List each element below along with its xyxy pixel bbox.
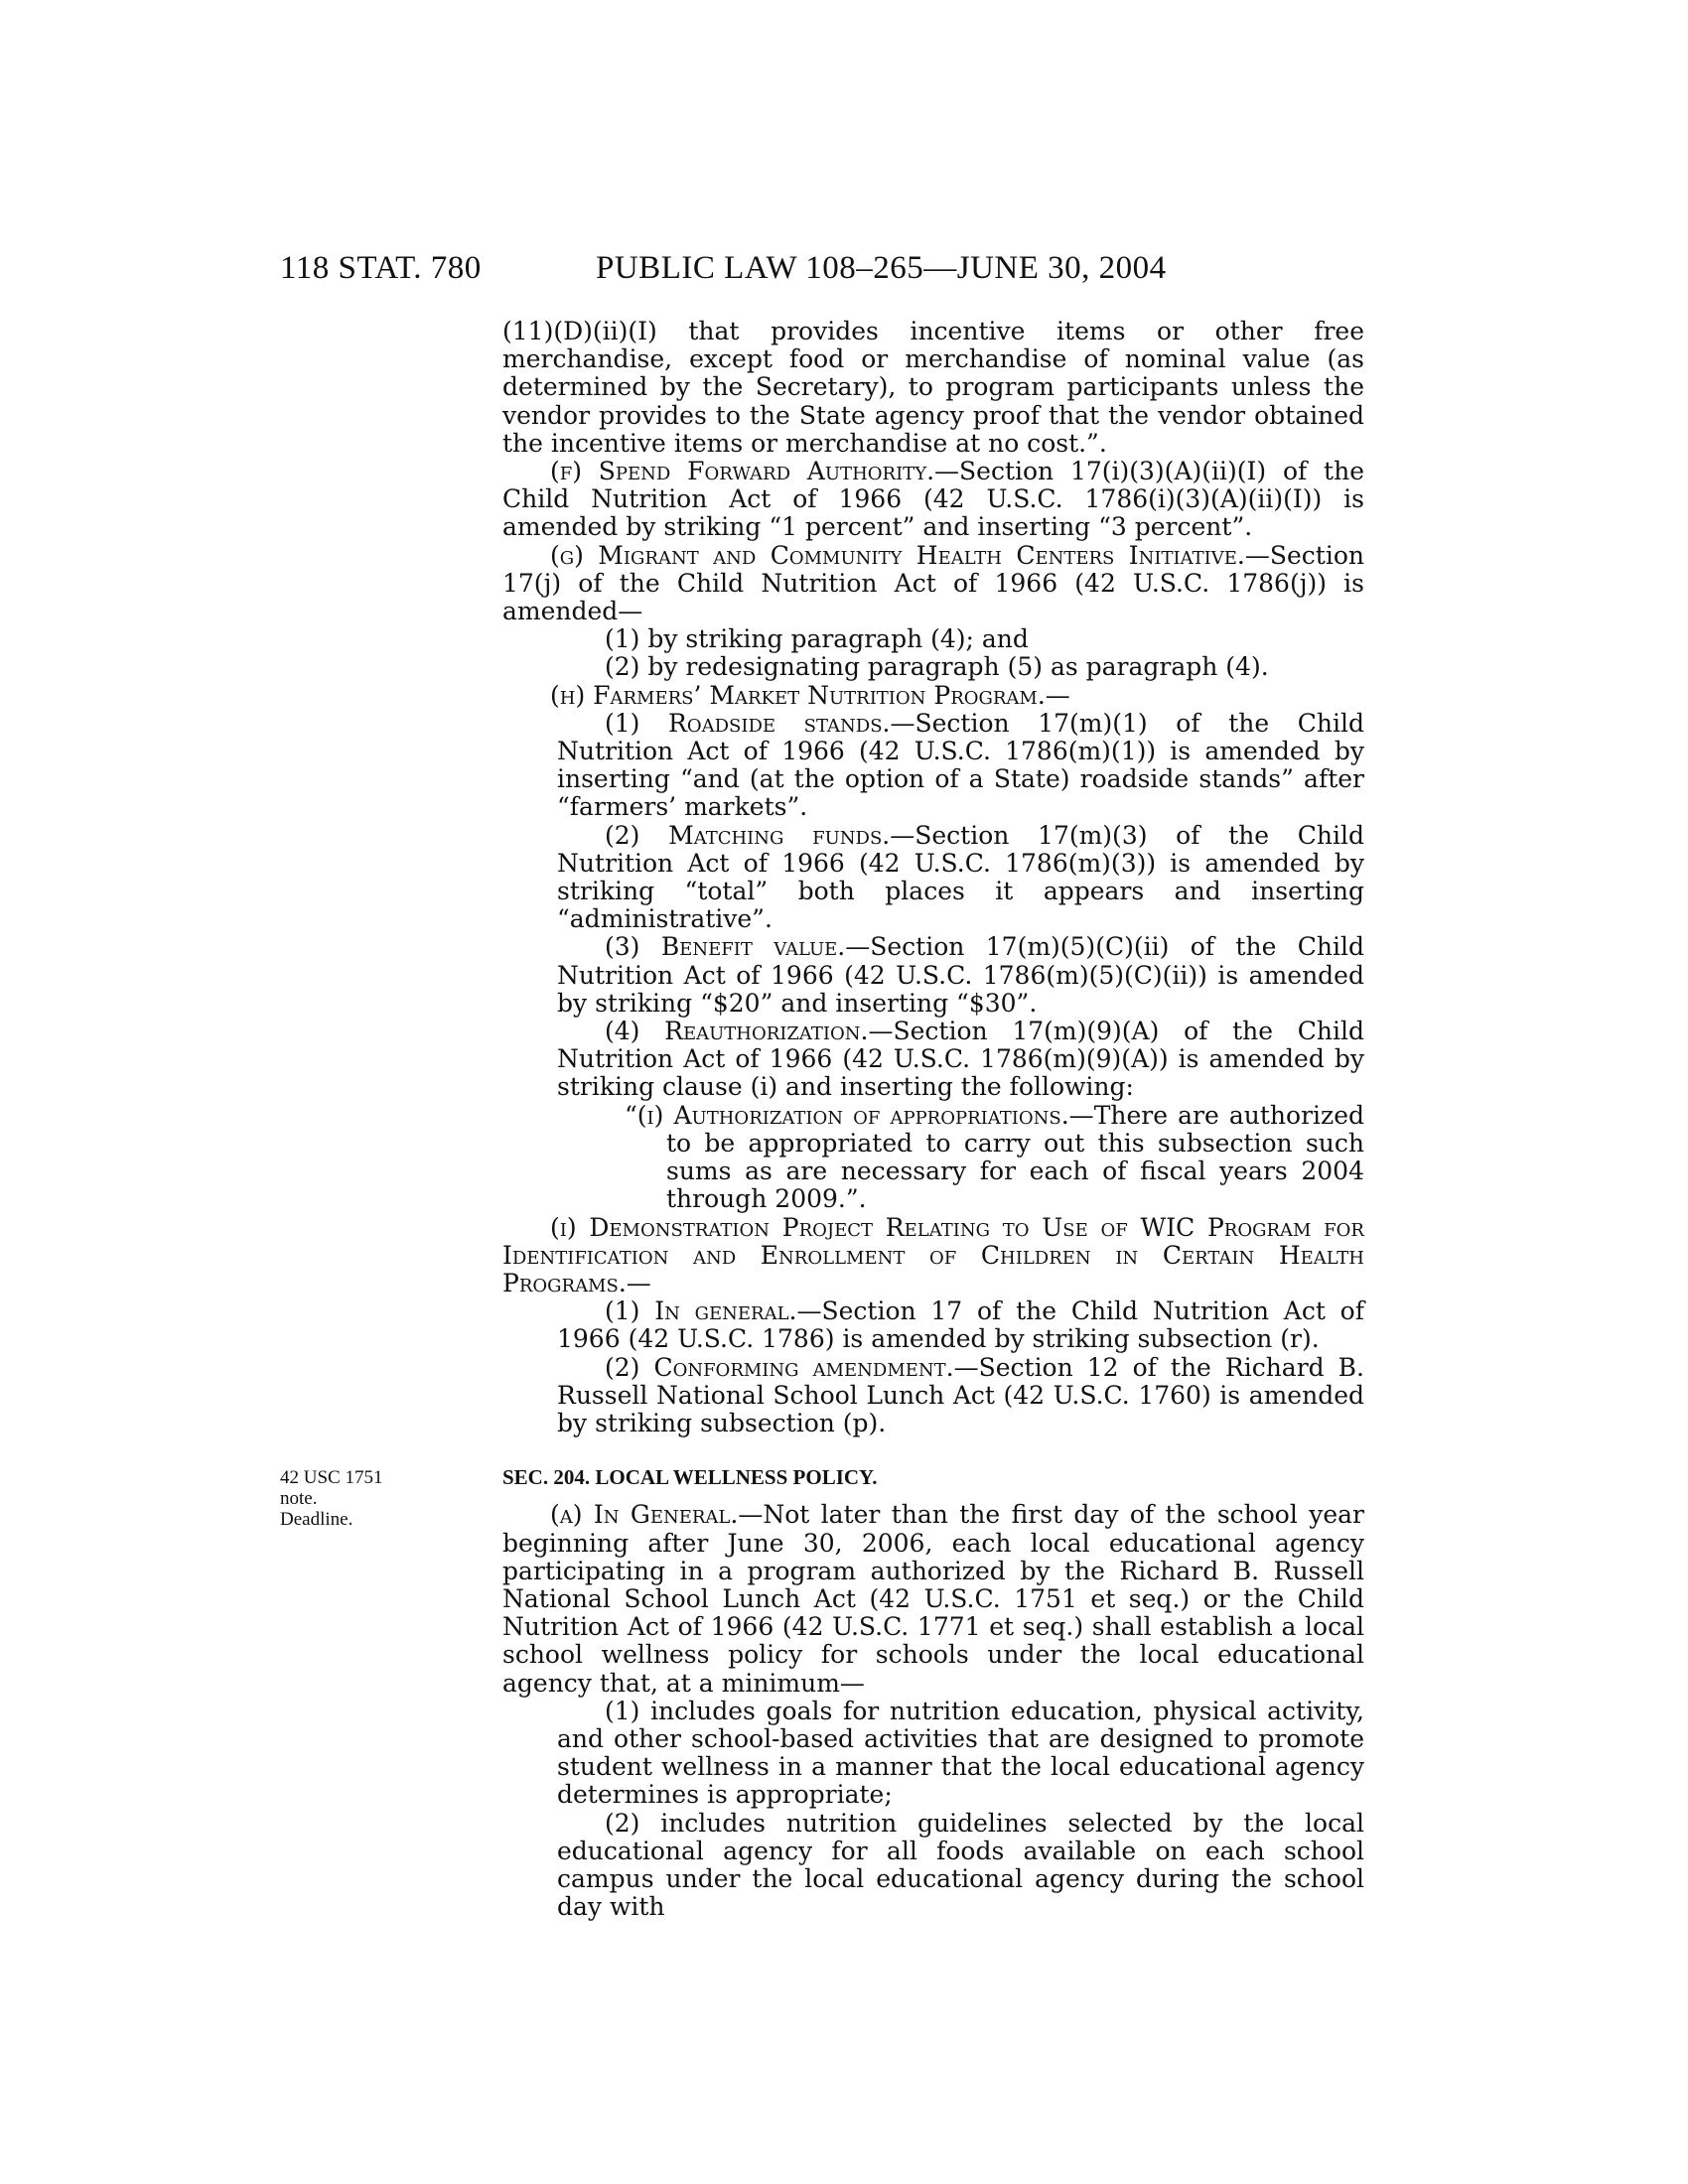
paragraph-i1 xyxy=(502,1297,1364,1353)
margin-note-line: 42 USC 1751 xyxy=(280,1467,383,1488)
margin-note-line: note. xyxy=(280,1488,318,1509)
heading-i2: (2) Conforming amendment.— xyxy=(605,1352,979,1382)
margin-note xyxy=(280,1467,419,1530)
body-h1: Section 17(m)(1) of the Child Nutrition Act of 1966 (42 U.S.C. 1786(m)(1)) is amended by inserting “and (at the option of a State) roadside stands” after “farmers’ markets”. xyxy=(557,708,1365,822)
section-heading: SEC. 204. LOCAL WELLNESS POLICY. xyxy=(502,1465,878,1490)
heading-h3: (3) Benefit value.— xyxy=(605,932,871,962)
body-h3: Section 17(m)(5)(C)(ii) of the Child Nutrition Act of 1966 (42 U.S.C. 1786(m)(5)(C)(ii)) is amended by striking “$20” and inserting “$30”. xyxy=(557,932,1364,1018)
heading-i: (i) Demonstration Project Relating to Use of WIC Program for Identification and Enrollment of Children in Certain Health Programs.— xyxy=(502,1212,1364,1297)
body-g: Section 17(j) of the Child Nutrition Act of 1966 (42 U.S.C. 1786(j)) is amended— xyxy=(502,540,1364,626)
body-i2: Section 12 of the Richard B. Russell National School Lunch Act (42 U.S.C. 1760) is amended by striking subsection (p). xyxy=(557,1352,1364,1437)
heading-a: (a) In General.— xyxy=(550,1500,764,1530)
body-text xyxy=(502,318,1364,1921)
heading-g: (g) Migrant and Community Health Centers Initiative.— xyxy=(550,540,1270,570)
paragraph-h4 xyxy=(502,1018,1364,1102)
body-h4: Section 17(m)(9)(A) of the Child Nutrition Act of 1966 (42 U.S.C. 1786(m)(9)(A)) is amended by striking clause (i) and inserting the following: xyxy=(557,1017,1364,1102)
heading-h4: (4) Reauthorization.— xyxy=(605,1017,894,1046)
heading-f: (f) Spend Forward Authority.— xyxy=(550,457,960,486)
body-f: Section 17(i)(3)(A)(ii)(I) of the Child Nutrition Act of 1966 (42 U.S.C. 1786(i)(3)(A)(ii)(I)) is amended by striking “1 percent” and inserting “3 percent”. xyxy=(502,457,1364,542)
paragraph-h2 xyxy=(502,822,1364,934)
body-a: Not later than the first day of the school year beginning after June 30, 2006, each local educational agency participating in a program authorized by the Richard B. Russell National School Lunch Act (42 U.S.C. 1751 et seq.) or the Child Nutrition Act of 1966 (42 U.S.C. 1771 et seq.) shall establish a local school wellness policy for schools under the local educational agency that, at a minimum— xyxy=(502,1500,1364,1698)
paragraph-g1: (1) by striking paragraph (4); and xyxy=(605,624,1029,654)
heading-i1: (1) In general.— xyxy=(605,1297,822,1326)
heading-quote: “(i) Authorization of appropriations.— xyxy=(625,1100,1094,1130)
paragraph-f xyxy=(502,458,1364,542)
heading-h: (h) Farmers’ Market Nutrition Program.— xyxy=(550,680,1070,710)
paragraph-a1: (1) includes goals for nutrition education, physical activity, and other school-based activities that are designed to promote student wellness in a manner that the local educational agency determines is appropriate; xyxy=(557,1696,1364,1810)
body-h2: Section 17(m)(3) of the Child Nutrition Act of 1966 (42 U.S.C. 1786(m)(3)) is amended by striking “total” both places it appears and inserting “administrative”. xyxy=(557,820,1364,934)
paragraph-g xyxy=(502,542,1364,626)
paragraph-a2: (2) includes nutrition guidelines selected by the local educational agency for all foods available on each school campus under the local educational agency during the school day with xyxy=(557,1808,1364,1922)
body-quote: There are authorized to be appropriated to carry out this subsection such sums as are necessary for each of fiscal years 2004 through 2009.”. xyxy=(666,1100,1364,1214)
statute-page-number: 118 STAT. 780 xyxy=(280,250,482,286)
paragraph-continuation: (11)(D)(ii)(I) that provides incentive items or other free merchandise, except food or merchandise of nominal value (as determined by the Secretary), to program participants unless the vendor provides to the State agency proof that the vendor obtained the incentive items or merchandise at no cost.”. xyxy=(502,317,1364,458)
heading-h2: (2) Matching funds.— xyxy=(605,820,915,850)
paragraph-g2: (2) by redesignating paragraph (5) as paragraph (4). xyxy=(605,652,1269,682)
paragraph-h3 xyxy=(502,933,1364,1018)
paragraph-i2 xyxy=(502,1354,1364,1438)
paragraph-h1 xyxy=(502,710,1364,822)
margin-note-line: Deadline. xyxy=(280,1509,353,1530)
page-header xyxy=(280,250,1372,290)
heading-h1: (1) Roadside stands.— xyxy=(605,708,915,738)
body-i1: Section 17 of the Child Nutrition Act of 1966 (42 U.S.C. 1786) is amended by striking subsection (r). xyxy=(557,1297,1364,1354)
paragraph-a xyxy=(502,1501,1364,1697)
quoted-clause xyxy=(502,1102,1364,1214)
running-head: PUBLIC LAW 108–265—JUNE 30, 2004 xyxy=(596,250,1167,286)
